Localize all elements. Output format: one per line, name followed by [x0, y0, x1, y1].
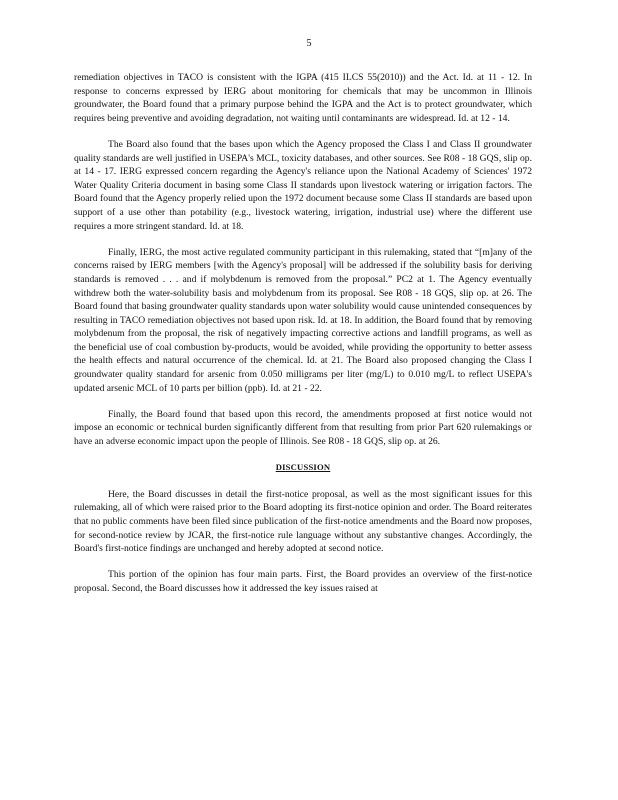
paragraph-ierg-concerns: Finally, IERG, the most active regulated community participant in this rulemaking, stated that “[m]any of the concerns raised by IERG members [with the Agency's proposal] will be addressed if the solubility basis for deriving standards is removed . . . and if molybdenum is removed from the proposal.” PC2 at 1. The Agency eventually withdrew both the water-solubility basis and molybdenum from its proposal. See R08 - 18 GQS, slip op. at 26. The Board found that basing groundwater quality standards upon water solubility would cause unintended consequences by resulting in TACO remediation objectives not based upon risk. Id. at 18. In addition, the Board found that by removing molybdenum from the proposal, the risk of negatively impacting corrective actions and landfill programs, as well as the beneficial use of coal combustion by-products, would be avoided, while providing the opportunity to better assess the health effects and natural occurrence of the chemical. Id. at 21. The Board also proposed changing the Class I groundwater quality standard for arsenic from 0.050 milligrams per liter (mg/L) to 0.010 mg/L to reflect USEPA's updated arsenic MCL of 10 parts per billion (ppb). Id. at 21 - 22. — [74, 246, 532, 394]
page-number: 5 — [306, 38, 312, 49]
body-text — [74, 71, 532, 608]
section-heading-discussion: DISCUSSION — [275, 462, 331, 473]
paragraph-remediation-objectives: remediation objectives in TACO is consistent with the IGPA (415 ILCS 55(2010)) and the Act. Id. at 11 - 12. In response to concerns expressed by IERG about monitoring for chemicals that may be uncommon in Illinois groundwater, the Board found that a primary purpose behind the IGPA and the Act is to protect groundwater, which requires being preventive and avoiding degradation, not waiting until contaminants are widespread. Id. at 12 - 14. — [74, 72, 532, 124]
paragraph-board-bases: The Board also found that the bases upon which the Agency proposed the Class I and Class II groundwater quality standards are well justified in USEPA's MCL, toxicity databases, and other sources. See R08 - 18 GQS, slip op. at 14 - 17. IERG expressed concern regarding the Agency's reliance upon the National Academy of Sciences' 1972 Water Quality Criteria document in basing some Class II standards upon livestock watering or irrigation factors. The Board found that the Agency properly relied upon the 1972 document because some Class II standards are based upon support of a use other than potability (e.g., livestock watering, irrigation, industrial use) where the different use requires a more stringent standard. Id. at 18. — [74, 138, 532, 232]
paragraph-opinion-parts: This portion of the opinion has four main parts. First, the Board provides an overview of the first-notice proposal. Second, the Board discusses how it addressed the key issues raised at — [74, 569, 532, 594]
paragraph-economic-impact: Finally, the Board found that based upon this record, the amendments proposed at first notice would not impose an economic or technical burden significantly different from that resulting from prior Part 620 rulemakings or have an adverse economic impact upon the people of Illinois. See R08 - 18 GQS, slip op. at 26. — [74, 408, 532, 448]
paragraph-discussion-intro: Here, the Board discusses in detail the first-notice proposal, as well as the most significant issues for this rulemaking, all of which were raised prior to the Board adopting its first-notice opinion and order. The Board reiterates that no public comments have been filed since publication of the first-notice amendments and the Board now proposes, for second-notice review by JCAR, the first-notice rule language without any substantive changes. Accordingly, the Board's first-notice findings are unchanged and hereby adopted at second notice. — [74, 488, 532, 555]
